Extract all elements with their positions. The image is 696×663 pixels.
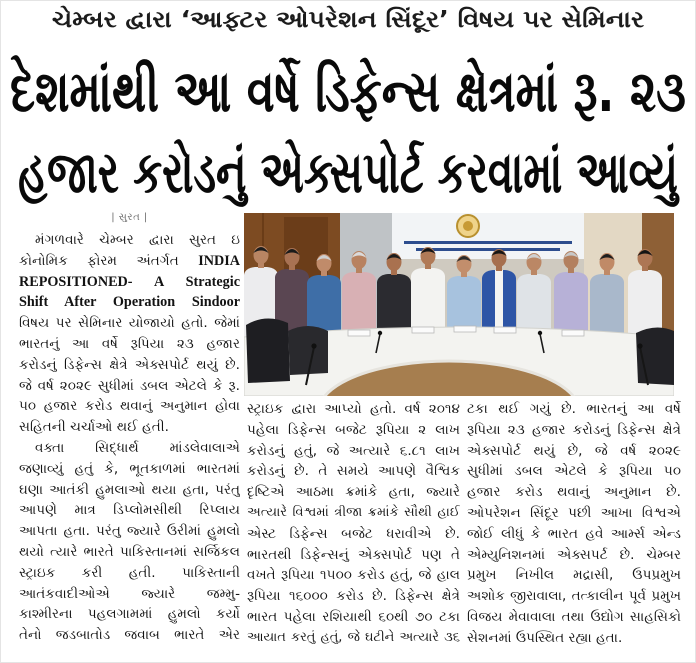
article-text-line: આપતા હતા. પરંતુ જ્યારે ઉરીમાં હુમલો: [19, 523, 240, 540]
title-emphasis: Shift After Operation Sindoor: [19, 294, 240, 311]
name-card: [348, 330, 370, 336]
microphone-head: [637, 343, 642, 348]
article-text-line: રૂપિયા ૨૩ હજાર કરોડનું ડિફેન્સ ક્ષેત્રે: [467, 421, 681, 438]
article-text-line: જે વર્ષ ૨૦૨૯ સુધીમાં ડબલ એટલે કે રૂ.: [19, 377, 240, 394]
name-card: [412, 327, 434, 333]
article-text-line: ભારતનું આ વર્ષે રૂપિયા ૨૩ હજાર: [19, 335, 240, 352]
article-text-line: ઓપરેશન સિંદૂર પછી આખા વિશ્વએ: [467, 504, 681, 521]
article-text-line: કાશ્મીરના પહલગામમાં હુમલો કર્યો: [19, 606, 240, 623]
article-text-line: [19, 272, 240, 293]
article-text-line: જણાવ્યું હતું કે, ભૂતકાળમાં ભારતમાં: [19, 460, 240, 477]
chamber-emblem-inner: [463, 221, 473, 231]
article-text-line: મંગળવારે ચેમ્બર દ્વારા સુરત ઇ: [35, 232, 240, 248]
article-paragraph: [247, 399, 460, 649]
kicker-line: [1, 3, 695, 37]
article-text-line: વખતે રૂપિયા ૧૫૦૦ કરોડ હતું, જે હાલ: [247, 567, 460, 584]
article-text-line: ભારતથી ડિફેન્સનું એક્સપોર્ટ પણ તે: [247, 546, 460, 563]
article-column-2: [247, 399, 460, 649]
article-text-line: અશોક જીરાવાલા, તત્કાલીન પૂર્વ પ્રમુખ: [467, 588, 681, 605]
article-text-line: એમ્યુનિશનમાં એક્સપર્ટ છે. ચેમ્બર: [467, 546, 681, 563]
article-text-line: વિષય પર સેમિનાર યોજાયો હતો. જેમાં: [19, 315, 240, 332]
name-card: [454, 326, 476, 332]
article-text-line: ઘણા આતંકી હુમલાઓ થયા હતા, પરંતુ: [19, 481, 240, 498]
article-text-line: થયો ત્યારે ભારતે પાકિસ્તાનમાં સર્જિકલ: [19, 543, 240, 560]
article-text-line: દૃષ્ટિએ આઠમા ક્રમાંકે હતા, જ્યારે: [247, 484, 460, 501]
article-text-line: સેશનમાં ઉપસ્થિત રહ્યા હતા.: [467, 629, 623, 646]
article-text-line: કોનોમિક ફોરમ અંતર્ગત INDIA: [19, 252, 240, 269]
article-text-line: કરોડનું છે. તે સમયે આપણે વૈશ્વિક: [247, 463, 460, 480]
article-text-line: પ્રમુખ નિખીલ મદ્રાસી, ઉપપ્રમુખ: [467, 567, 681, 584]
headline-line-1: [1, 49, 695, 133]
name-card: [562, 330, 584, 336]
article-column-3: [467, 399, 681, 649]
article-text-line: આપણે માત્ર ડિપ્લોમસીથી રિપ્લાય: [19, 502, 240, 519]
article-text-line: આતંકવાદીઓએ જ્યારે જમ્મુ-: [19, 585, 240, 602]
kicker-text: ચેમ્બર દ્વારા ‘આફ્ટર ઓપરેશન સિંદૂર’ વિષય પર સેમિનાર: [51, 7, 645, 33]
article-paragraph: [19, 438, 240, 646]
article-text-line: ૫૦ હજાર કરોડ થવાનું અનુમાન હોવા: [19, 398, 240, 415]
banner-lettering: [416, 248, 560, 251]
article-text-line: એક્સપોર્ટ થયું છે, જે વર્ષ ૨૦૨૯: [467, 442, 681, 459]
article-text-line: સ્ટ્રાઇક દ્વારા આપ્યો હતો. વર્ષ ૨૦૧૪: [247, 401, 460, 417]
event-photo: [244, 213, 674, 396]
article-text-line: સુધીમાં ડબલ એટલે કે રૂપિયા ૫૦: [467, 463, 681, 480]
headline-line-2: [1, 134, 695, 210]
chamber-banner: [392, 213, 584, 259]
headline-text: હજાર કરોડનું એક્સપોર્ટ કરવામાં આવ્યું: [18, 138, 678, 206]
dateline: [19, 210, 240, 226]
article-text-line: ટકા થઈ ગયું છે. ભારતનું આ વર્ષે: [467, 401, 681, 417]
article-text-line: આયાત કરતું હતું, જે ઘટીને અત્યારે ૩૬: [247, 629, 460, 645]
article-text-line: અત્યારે વિશ્વમાં ત્રીજા ક્રમાંકે સૌથી હાઈ: [247, 504, 460, 520]
title-emphasis: REPOSITIONED- A Strategic: [19, 273, 240, 290]
article-text-line: પહેલા ડિફેન્સ બજેટ રૂપિયા ૨ લાખ: [247, 421, 460, 438]
title-emphasis: INDIA: [198, 252, 240, 269]
article-text-line: તેનો જડબાતોડ જવાબ ભારતે એર: [19, 627, 240, 644]
banner-lettering: [404, 241, 572, 244]
article-text-line: [19, 292, 240, 313]
article-column-1: [19, 230, 240, 646]
name-card: [494, 327, 516, 333]
article-paragraph: [19, 230, 240, 438]
event-photo-image: [244, 213, 674, 396]
article-text-line: જોઈ લીધું કે ભારત હવે આર્મ્સ એન્ડ: [467, 525, 681, 542]
article-text-line: એસ્ટ ડિફેન્સ બજેટ ધરાવીએ છે.: [247, 525, 460, 542]
article-text-line: રૂપિયા ૧૬૦૦૦ કરોડ છે. ડિફેન્સ ક્ષેત્રે: [247, 588, 460, 605]
article-text-line: વિજય મેવાવાલા તથા ઉદ્યોગ સાહસિકો: [467, 608, 681, 625]
microphone-head: [311, 343, 316, 348]
article-text-line: સ્ટ્રાઇક કરી હતી. પાકિસ્તાની: [19, 564, 240, 581]
chair: [288, 326, 328, 375]
microphone-head: [378, 331, 382, 335]
article-text-line: ભારત પહેલા રશિયાથી ૬૦થી ૭૦ ટકા: [247, 608, 460, 625]
article-text-line: હજાર કરોડ થવાનું અનુમાન છે.: [467, 484, 681, 501]
chair: [246, 318, 290, 383]
article-paragraph: [467, 399, 681, 649]
article-text-line: સહિતની ચર્ચાઓ થઈ હતી.: [19, 419, 169, 436]
article-text-line: વક્તા સિદ્ધાર્થ માંડલેવાલાએ: [35, 439, 240, 456]
microphone-head: [538, 331, 542, 335]
headline-text: દેશમાંથી આ વર્ષે ડિફેન્સ ક્ષેત્રમાં રૂ. ૨૩: [10, 57, 686, 125]
article-text-line: કરોડનું હતું, જે અત્યારે ૬.૮૧ લાખ: [247, 442, 460, 459]
dateline-text: | સુરત |: [111, 212, 148, 223]
article-text-line: કરોડનું ડિફેન્સ ક્ષેત્રે એક્સપોર્ટ થયું છે.: [19, 356, 240, 373]
